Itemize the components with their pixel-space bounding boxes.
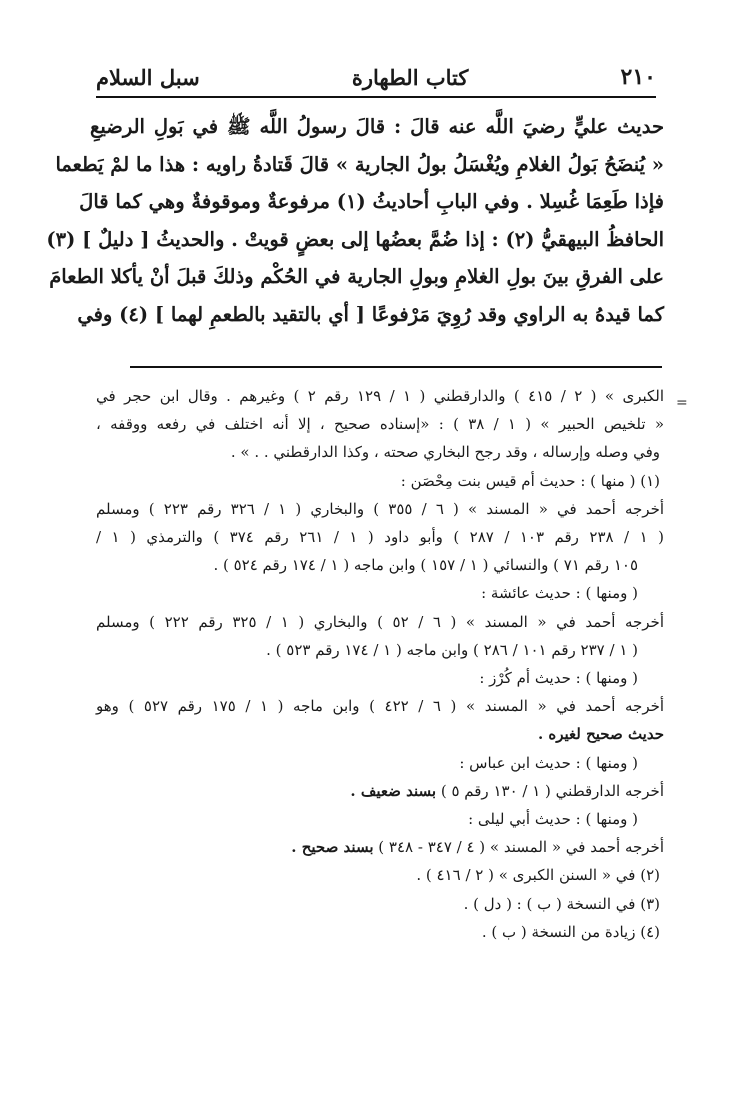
footnote-sub-heading: ( ومنها ) : حديث أم كُرْز : [479,669,638,688]
main-text [46,108,664,333]
hadith-grade: بسند صحيح . [291,838,374,857]
main-text-line: حديث عليٍّ رضيَ اللَّه عنه قالَ : قالَ رسولُ اللَّه ﷺ في بَولِ الرضيعِ [90,115,664,138]
footnote-verdict-line [96,720,664,748]
footnote-4: (٤) زيادة من النسخة ( ب ) . [481,922,660,941]
source-citation: أخرجه الدارقطني ( ١ / ١٣٠ رقم ٥ ) [440,781,664,800]
continuation-marker: = [676,395,688,411]
footnote-continued-line: الكبرى » ( ٢ / ٤١٥ ) والدارقطني ( ١ / ١٢٩ رقم ٢ ) وغيرهم . وقال ابن حجر في [96,387,665,405]
footnote-source-line: أخرجه أحمد في « المسند » ( ٦ / ٣٥٥ ) والبخاري ( ١ / ٣٢٦ رقم ٢٢٣ ) ومسلم [96,499,665,518]
footnote-sub-heading: ( ومنها ) : حديث ابن عباس : [459,753,638,772]
main-text-line: على الفرقِ بينَ بولِ الغلامِ وبولِ الجارية في الحُكْم وذلكَ قبلَ أنْ يأكلا الطعامَ [49,265,664,288]
book-title: سبل السلام [96,65,200,90]
footnote-source-line [96,777,664,805]
footnote-source-line [96,833,664,861]
footnote-continued-line: وفي وصله وإرساله ، وقد رجح البخاري صحته ، وكذا الدارقطني . . » . [230,443,660,462]
hadith-grade: حديث صحيح لغيره . [537,725,664,744]
chapter-title: كتاب الطهارة [351,65,469,90]
footnote-source-line: ١٠٥ رقم ٧١ ) والنسائي ( ١ / ١٥٧ ) وابن ماجه ( ١ / ١٧٤ رقم ٥٢٤ ) . [213,556,638,575]
footnote-source-line: ( ١ / ٢٣٧ رقم ١٠١ / ٢٨٦ ) وابن ماجه ( ١ / ١٧٤ رقم ٥٢٣ ) . [266,640,638,659]
main-text-line: الحافظُ البيهقيُّ (٢) : إذا ضُمَّ بعضُها إلى بعضٍ قويتْ . والحديثُ [ دليلٌ ] (٣) [46,227,664,251]
footnote-sub-heading: ( ومنها ) : حديث أبي ليلى : [468,810,638,829]
running-header [96,50,656,98]
source-citation: أخرجه أحمد في « المسند » ( ٤ / ٣٤٧ - ٣٤٨ ) [378,838,664,857]
hadith-grade: بسند ضعيف . [350,781,437,800]
footnote-source-line: أخرجه أحمد في « المسند » ( ٦ / ٥٢ ) والبخاري ( ١ / ٣٢٥ رقم ٢٢٢ ) ومسلم [96,612,664,631]
footnote-3: (٣) في النسخة ( ب ) : ( دل ) . [463,894,660,913]
footnote-2: (٢) في « السنن الكبرى » ( ٢ / ٤١٦ ) . [416,866,660,885]
footnote-1-heading: (١) ( منها ) : حديث أم قيس بنت مِحْصَن : [400,471,660,490]
main-text-line: فإذا طَعِمَا غُسِلا . وفي البابِ أحاديثُ (١) مرفوعةٌ وموقوفةٌ وهي كما قالَ [79,190,664,213]
footnotes [96,382,664,946]
page-number: ٢١٠ [620,64,656,90]
footnote-continued-line: « تلخيص الحبير » ( ١ / ٣٨ ) : «إسناده صحيح ، إلا أنه اختلف في رفعه ووقفه ، [96,415,665,434]
footnote-source-line: أخرجه أحمد في « المسند » ( ٦ / ٤٢٢ ) وابن ماجه ( ١ / ١٧٥ رقم ٥٢٧ ) وهو [96,697,665,716]
footnote-divider [130,366,662,368]
main-text-line: « يُنضَحُ بَولُ الغلامِ ويُغْسَلُ بولُ الجارية » قالَ قَتادةُ راويه : هذا ما لمْ يَطعما [55,152,664,176]
footnote-source-line: ( ١ / ٢٣٨ رقم ١٠٣ / ٢٨٧ ) وأبو داود ( ١ / ٢٦١ رقم ٣٧٤ ) والترمذي ( ١ / [96,528,664,547]
footnote-sub-heading: ( ومنها ) : حديث عائشة : [481,584,638,603]
main-text-line: كما قيدهُ به الراوي وقد رُوِيَ مَرْفوعًا [ أي بالتقيد بالطعمِ لهما ] (٤) وفي [77,302,664,326]
